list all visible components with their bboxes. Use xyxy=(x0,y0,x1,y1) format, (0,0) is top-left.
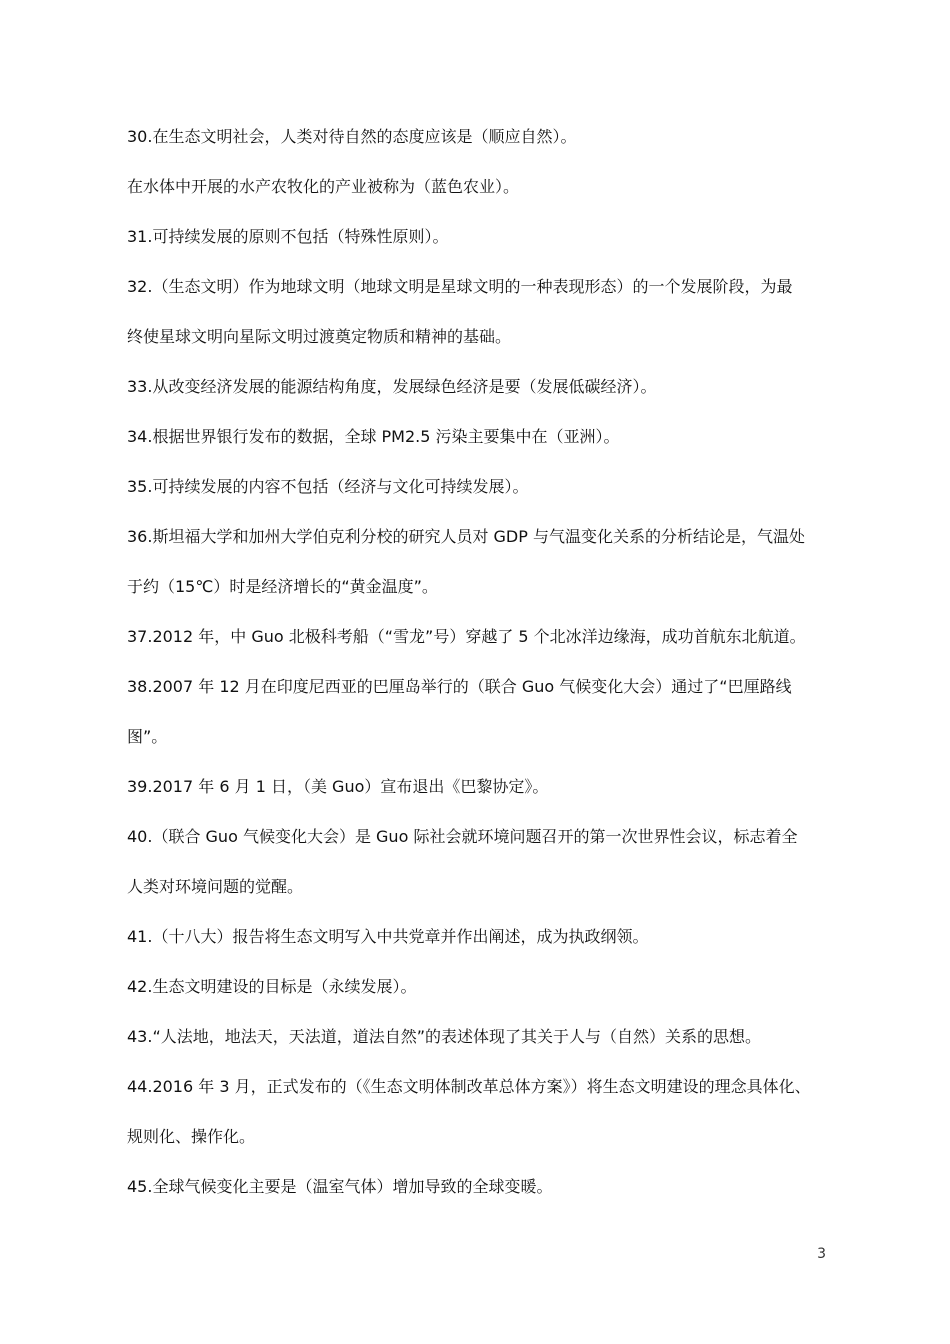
text-line: 37.2012 年，中 Guo 北极科考船（“雪龙”号）穿越了 5 个北冰洋边缘海，成功首航东北航道。 xyxy=(127,627,806,646)
text-line: 36.斯坦福大学和加州大学伯克利分校的研究人员对 GDP 与气温变化关系的分析结论是，气温处 xyxy=(127,527,805,546)
text-line: 44.2016 年 3 月，正式发布的（《生态文明体制改革总体方案》）将生态文明建设的理念具体化、 xyxy=(127,1077,811,1096)
text-line: 45.全球气候变化主要是（温室气体）增加导致的全球变暖。 xyxy=(127,1177,553,1196)
text-line: 33.从改变经济发展的能源结构角度，发展绿色经济是要（发展低碳经济）。 xyxy=(127,377,657,396)
page-number: 3 xyxy=(817,1246,826,1262)
text-line: 人类对环境问题的觉醒。 xyxy=(127,877,304,896)
text-line: 42.生态文明建设的目标是（永续发展）。 xyxy=(127,977,417,996)
text-line: 40.（联合 Guo 气候变化大会）是 Guo 际社会就环境问题召开的第一次世界性会议，标志着全 xyxy=(127,827,798,846)
text-line: 图”。 xyxy=(127,727,168,746)
text-line: 38.2007 年 12 月在印度尼西亚的巴厘岛举行的（联合 Guo 气候变化大会）通过了“巴厘路线 xyxy=(127,677,792,696)
text-line: 规则化、操作化。 xyxy=(127,1127,256,1146)
text-line: 41.（十八大）报告将生态文明写入中共党章并作出阐述，成为执政纲领。 xyxy=(127,927,649,946)
text-line: 32.（生态文明）作为地球文明（地球文明是星球文明的一种表现形态）的一个发展阶段，为最 xyxy=(127,277,793,296)
text-line: 35.可持续发展的内容不包括（经济与文化可持续发展）。 xyxy=(127,477,529,496)
text-line: 34.根据世界银行发布的数据，全球 PM2.5 污染主要集中在（亚洲）。 xyxy=(127,427,620,446)
text-line: 30.在生态文明社会，人类对待自然的态度应该是（顺应自然）。 xyxy=(127,127,577,146)
text-line: 终使星球文明向星际文明过渡奠定物质和精神的基础。 xyxy=(127,327,512,346)
text-line: 43.“人法地，地法天，天法道，道法自然”的表述体现了其关于人与（自然）关系的思想。 xyxy=(127,1027,762,1046)
text-line: 39.2017 年 6 月 1 日，（美 Guo）宣布退出《巴黎协定》。 xyxy=(127,777,549,796)
text-line: 在水体中开展的水产农牧化的产业被称为（蓝色农业）。 xyxy=(127,177,520,196)
page-body xyxy=(127,123,827,1223)
text-line: 31.可持续发展的原则不包括（特殊性原则）。 xyxy=(127,227,449,246)
text-line: 于约（15℃）时是经济增长的“黄金温度”。 xyxy=(127,577,438,596)
